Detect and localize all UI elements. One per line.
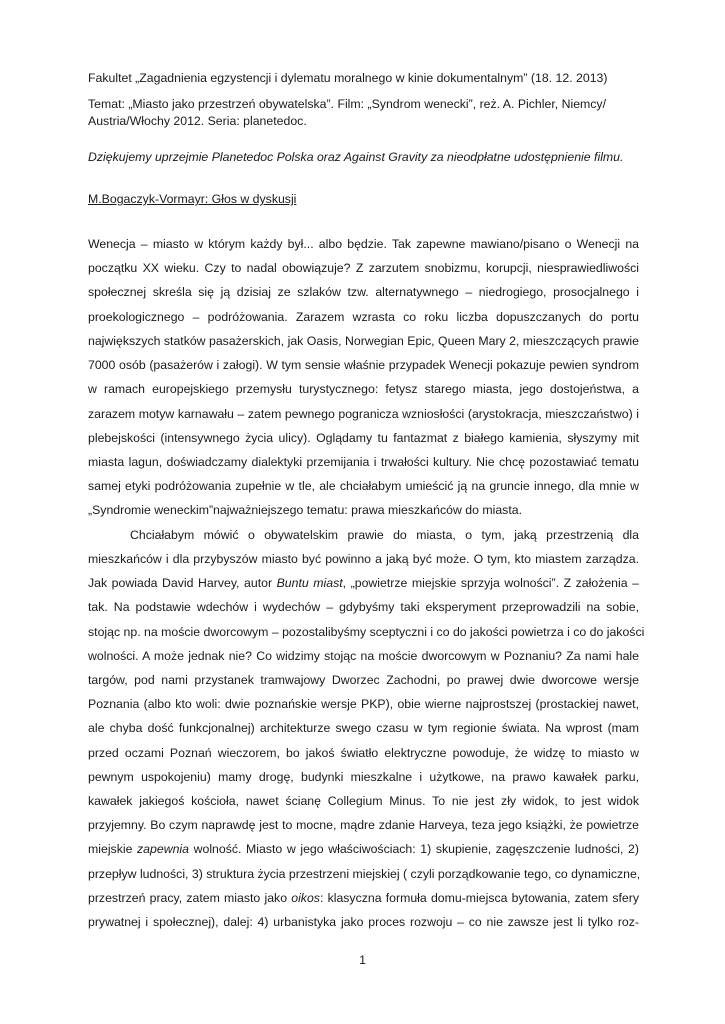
text-run: , „powietrze miejskie sprzyja wolności”. Z założenia – bbox=[342, 576, 639, 591]
body-line bbox=[88, 571, 639, 595]
text-run: Jak powiada David Harvey, autor bbox=[88, 576, 277, 591]
body-line: wolności. A może jednak nie? Co widzimy stojąc na moście dworcowym w Poznaniu? Za nami hale bbox=[88, 648, 639, 663]
body-line: Wenecja – miasto w którym każdy był... albo będzie. Tak zapewne mawiano/pisano o Wenecji na bbox=[88, 237, 639, 251]
body-line: Poznania (albo kto woli: dwie poznańskie wersje PKP), obie wierne najprostszej (prostackiej nawet, bbox=[88, 697, 639, 712]
text-run: : klasyczna formuła domu-miejsca bytowania, zatem sfery bbox=[319, 890, 640, 905]
body-line: początku XX wieku. Czy to nadal obowiązuje? Z zarzutem snobizmu, korupcji, niesprawiedliwości bbox=[88, 261, 639, 276]
book-title: Buntu miast bbox=[276, 576, 343, 591]
body-line: ale chyba dość funkcjonalnej) architekturze swego czasu w tym regionie świata. Na wprost (mam bbox=[88, 721, 639, 736]
text-run: przestrzeń pracy, zatem miasto jako bbox=[88, 890, 292, 905]
document-header bbox=[88, 70, 648, 208]
body-line: największych statków pasażerskich, jak Oasis, Norwegian Epic, Queen Mary 2, mieszczących prawie bbox=[88, 333, 639, 348]
body-line: przyjemny. Bo czym naprawdę jest to mocne, mądre zdanie Harveya, teza jego książki, że powietrze bbox=[88, 818, 639, 833]
body-line: społecznej skreśla się ją dzisiaj ze szlaków tzw. alternatywnego – niedrogiego, prosocjalnego i bbox=[88, 285, 639, 300]
acknowledgement: Dziękujemy uprzejmie Planetedoc Polska oraz Against Gravity za nieodpłatne udostępnienie filmu. bbox=[88, 150, 624, 164]
body-line: plebejskości (intensywnego życia ulicy). Oglądamy tu fantazmat z białego kamienia, słyszymy mit bbox=[88, 430, 639, 445]
body-line: zarazem motyw karnawału – zatem pewnego pogranicza wzniosłości (arystokracja, mieszczaństwo) i bbox=[88, 406, 639, 421]
topic-line bbox=[88, 96, 648, 130]
emphasized-word: oikos bbox=[291, 890, 320, 905]
body-line: prywatnej i społecznej), dalej: 4) urbanistyka jako proces rozwoju – co nie zawsze jest li tylko roz- bbox=[88, 915, 639, 930]
body-line: mieszkańców i dla przybyszów miasto być powinno a jaką być może. O tym, kto miastem zarządza. bbox=[88, 551, 639, 566]
body-line: tak. Na podstawie wdechów i wydechów – gdybyśmy taki eksperyment przeprowadzili na sobie, bbox=[88, 600, 639, 615]
topic-line-2: Austria/Włochy 2012. Seria: planetedoc. bbox=[88, 114, 307, 128]
body-line: pewnym uspokojeniu) mamy drogę, budynki mieszkalne i użytkowe, na prawo kawałek parku, bbox=[88, 769, 639, 784]
body-line: w ramach europejskiego przemysłu turystycznego: fetysz starego miasta, jego dostojeństwa, a bbox=[88, 382, 639, 397]
body-line: samej etyki podróżowania zupełnie w tle, ale chciałabym umieścić ją na gruncie innego, dla mnie w bbox=[88, 479, 639, 494]
emphasized-word: zapewnia bbox=[137, 842, 189, 857]
body-line: miasta lagun, doświadczamy dialektyki przemijania i trwałości kultury. Nie chcę pozostawiać tematu bbox=[88, 454, 639, 469]
body-line bbox=[88, 886, 639, 910]
text-run: wolność. Miasto w jego właściwościach: 1) skupienie, zagęszczenie ludności, 2) bbox=[189, 842, 639, 857]
body-line bbox=[88, 837, 639, 861]
body-line: proekologicznego – podróżowania. Zarazem wzrasta co roku liczba dopuszczanych do portu bbox=[88, 309, 639, 324]
body-line: przepływ ludności, 3) struktura życia przestrzeni miejskiej ( czyli porządkowanie tego, co dynamiczne, bbox=[88, 866, 641, 881]
page-number: 1 bbox=[359, 953, 366, 967]
body-line: targów, pod nami przystanek tramwajowy Dworzec Zachodni, po prawej dwie dworcowe wersje bbox=[88, 672, 639, 687]
body-line: „Syndromie weneckim”najważniejszego tematu: prawa mieszkańców do miasta. bbox=[88, 503, 522, 518]
author-heading: M.Bogaczyk-Vormayr: Głos w dyskusji bbox=[88, 192, 297, 206]
text-run: miejskie bbox=[88, 842, 138, 857]
topic-line-1: Temat: „Miasto jako przestrzeń obywatelska”. Film: „Syndrom wenecki”, reż. A. Pichler, Niemcy/ bbox=[88, 97, 606, 111]
body-line: stojąc np. na moście dworcowym – pozostalibyśmy sceptyczni i co do jakości powietrza i co do jakości bbox=[88, 624, 645, 639]
body-line: kawałek jakiegoś kościoła, nawet ścianę Collegium Minus. To nie jest zły widok, to jest widok bbox=[88, 794, 639, 809]
body-line: przed oczami Poznań wieczorem, bo jakoś światło elektryczne powoduje, że widzę to miasto w bbox=[88, 745, 639, 760]
faculty-line: Fakultet „Zagadnienia egzystencji i dylematu moralnego w kinie dokumentalnym” (18. 12. 2013) bbox=[88, 71, 608, 85]
body-line: 7000 osób (pasażerów i załogi). W tym sensie właśnie przypadek Wenecji pokazuje pewien syndrom bbox=[88, 358, 639, 373]
essay-body bbox=[88, 232, 645, 934]
body-line: Chciałabym mówić o obywatelskim prawie do miasta, o tym, jaką przestrzenią dla bbox=[130, 527, 639, 542]
